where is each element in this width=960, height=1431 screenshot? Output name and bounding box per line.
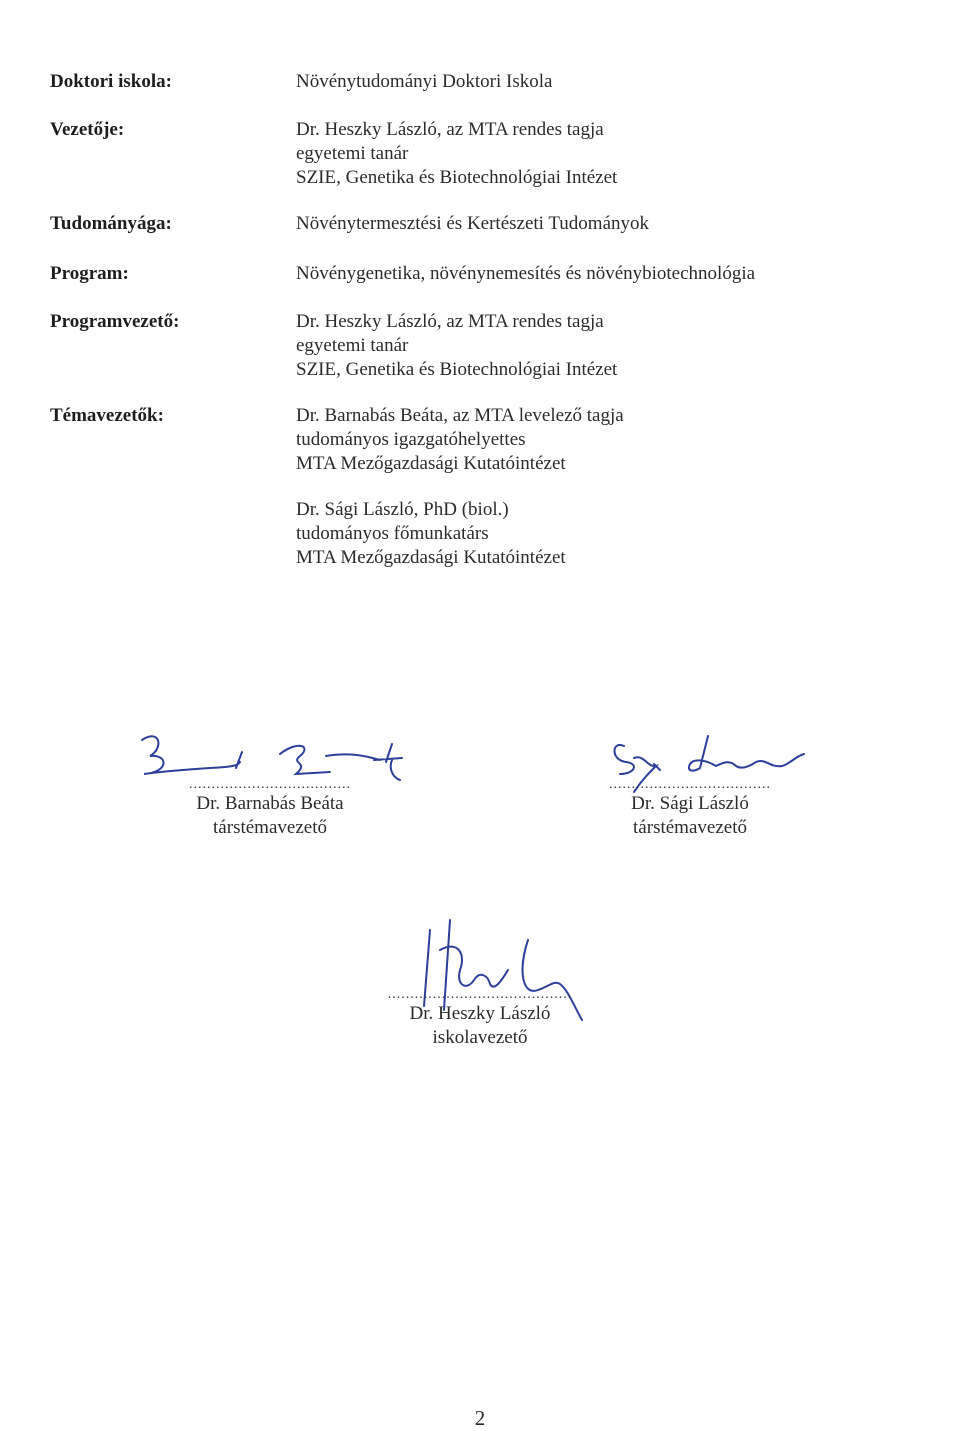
field-label-program: Program: — [50, 263, 129, 284]
field-label-head: Vezetője: — [50, 119, 125, 140]
signatory-name: Dr. Sági László — [631, 793, 749, 814]
signatory-role: társtémavezető — [213, 817, 327, 838]
field-label-doctoral-school: Doktori iskola: — [50, 71, 172, 92]
signature-line: ......................................... — [387, 987, 573, 1002]
signature-line: .................................... — [189, 777, 351, 792]
signature-line: .................................... — [609, 777, 771, 792]
value-line: Dr. Sági László, PhD (biol.) — [296, 499, 509, 520]
value-line: Dr. Heszky László, az MTA rendes tagja — [296, 119, 604, 140]
field-label-discipline: Tudományága: — [50, 213, 172, 234]
field-value-doctoral-school — [296, 70, 552, 94]
value-line: Dr. Heszky László, az MTA rendes tagja — [296, 311, 604, 332]
signatory-role: társtémavezető — [633, 817, 747, 838]
field-value-supervisor-1 — [296, 404, 624, 476]
field-value-program-leader — [296, 310, 617, 382]
value-line: egyetemi tanár — [296, 143, 409, 164]
signatory-name: Dr. Barnabás Beáta — [196, 793, 344, 814]
value-line: SZIE, Genetika és Biotechnológiai Intézet — [296, 359, 618, 380]
field-label-supervisors: Témavezetők: — [50, 405, 164, 426]
value-line: MTA Mezőgazdasági Kutatóintézet — [296, 547, 566, 568]
signature-right-block — [540, 778, 840, 840]
value-line: tudományos főmunkatárs — [296, 523, 489, 544]
field-value-supervisor-2 — [296, 498, 566, 570]
page-number: 2 — [474, 1406, 486, 1430]
signature-left-image — [130, 722, 420, 784]
signature-center-block — [320, 988, 640, 1050]
signatory-name: Dr. Heszky László — [409, 1003, 551, 1024]
signature-left-block — [120, 778, 420, 840]
signatory-role: iskolavezető — [432, 1027, 528, 1048]
value-line: egyetemi tanár — [296, 335, 409, 356]
signature-left-stroke — [142, 736, 402, 780]
value-line: Dr. Barnabás Beáta, az MTA levelező tagja — [296, 405, 624, 426]
value-line: Növénytudományi Doktori Iskola — [296, 71, 553, 92]
field-label-program-leader: Programvezető: — [50, 311, 180, 332]
field-value-discipline — [296, 212, 649, 236]
value-line: Növénygenetika, növénynemesítés és növénybiotechnológia — [296, 263, 756, 284]
value-line: MTA Mezőgazdasági Kutatóintézet — [296, 453, 566, 474]
value-line: SZIE, Genetika és Biotechnológiai Intézet — [296, 167, 618, 188]
value-line: Növénytermesztési és Kertészeti Tudományok — [296, 213, 650, 234]
field-value-program — [296, 262, 755, 286]
field-value-head — [296, 118, 617, 190]
value-line: tudományos igazgatóhelyettes — [296, 429, 526, 450]
